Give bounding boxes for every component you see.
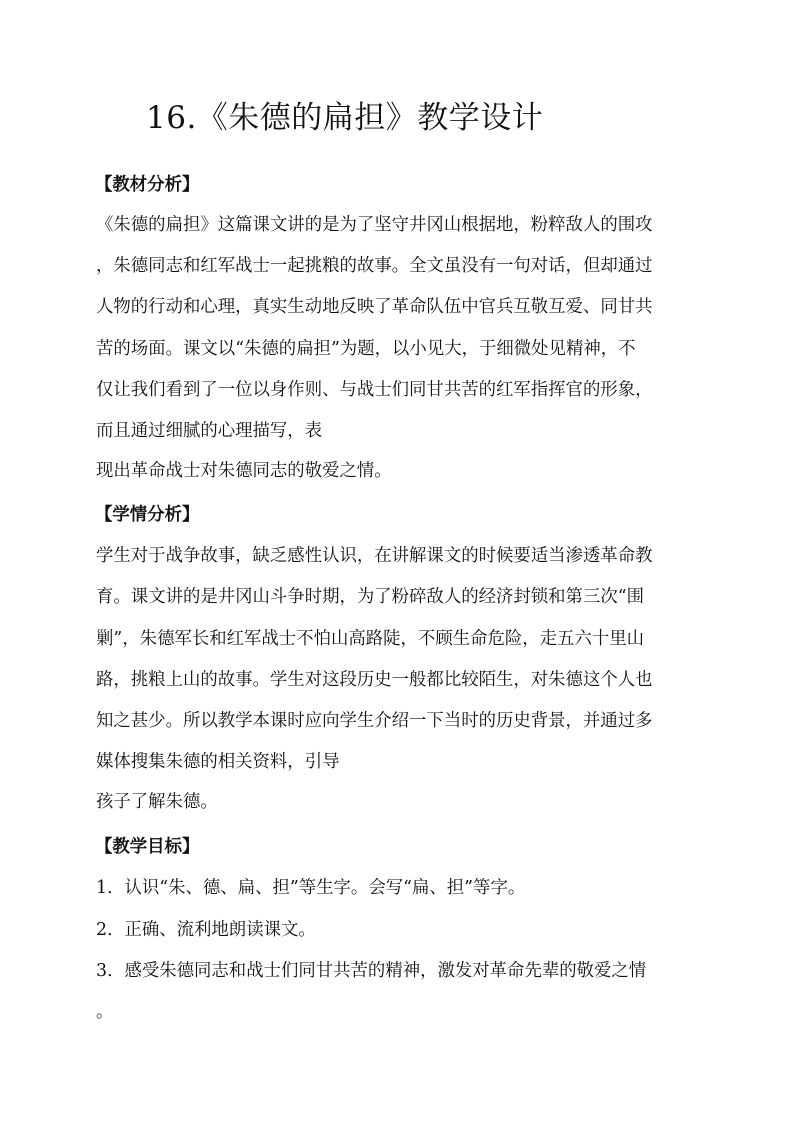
paragraph-line: 剿”，朱德军长和红军战士不怕山高路陡，不顾生命危险，走五六十里山 <box>96 629 645 649</box>
section-heading-student-analysis: 【学情分析】 <box>95 505 200 525</box>
paragraph-line: 知之甚少。所以教学本课时应向学生介绍一下当时的历史背景，并通过多 <box>96 711 653 731</box>
document-title: 16.《朱德的扁担》教学设计 <box>146 100 544 136</box>
paragraph-line: 媒体搜集朱德的相关资料，引导 <box>96 752 340 772</box>
paragraph-line: 学生对于战争故事，缺乏感性认识，在讲解课文的时候要适当渗透革命教 <box>96 546 653 566</box>
paragraph-line: 人物的行动和心理，真实生动地反映了革命队伍中官兵互敬互爱、同甘共 <box>96 297 653 317</box>
paragraph-line: 孩子了解朱德。 <box>96 792 218 812</box>
section-heading-textbook-analysis: 【教材分析】 <box>95 175 200 195</box>
paragraph-line: 育。课文讲的是井冈山斗争时期，为了粉碎敌人的经济封锁和第三次“围 <box>96 587 645 607</box>
goal-item: 3．感受朱德同志和战士们同甘共苦的精神，激发对革命先辈的敬爱之情 <box>96 961 647 981</box>
paragraph-line: 《朱德的扁担》这篇课文讲的是为了坚守井冈山根据地，粉粹敌人的围攻 <box>96 215 653 235</box>
goal-item: 1．认识“朱、德、扁、担”等生字。会写“扁、担”等字。 <box>96 878 526 898</box>
paragraph-line: 路，挑粮上山的故事。学生对这段历史一般都比较陌生，对朱德这个人也 <box>96 670 653 690</box>
paragraph-line: 。 <box>96 1002 114 1022</box>
paragraph-line: 而且通过细腻的心理描写，表 <box>96 421 323 441</box>
paragraph-line: 仅让我们看到了一位以身作则、与战士们同甘共苦的红军指挥官的形象， <box>96 380 653 400</box>
paragraph-line: 苦的场面。课文以“朱德的扁担”为题，以小见大，于细微处见精神，不 <box>96 339 636 359</box>
section-heading-teaching-goals: 【教学目标】 <box>95 837 200 857</box>
paragraph-line: ，朱德同志和红军战士一起挑粮的故事。全文虽没有一句对话，但却通过 <box>96 256 653 276</box>
goal-item: 2．正确、流利地朗读课文。 <box>96 920 316 940</box>
paragraph-line: 现出革命战士对朱德同志的敬爱之情。 <box>96 461 392 481</box>
